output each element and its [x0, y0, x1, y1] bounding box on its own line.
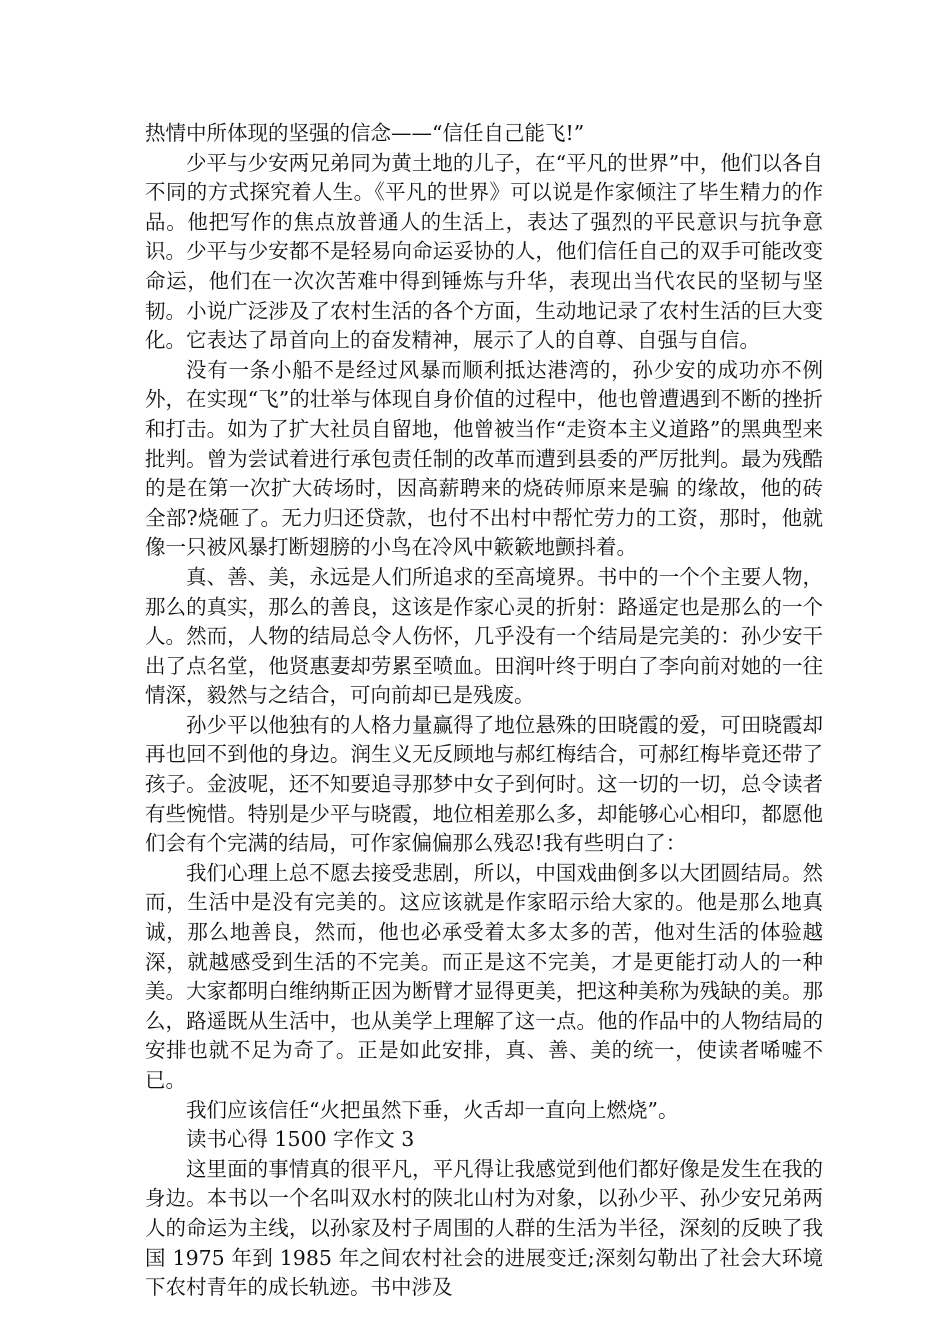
paragraph-5: 孙少平以他独有的人格力量赢得了地位悬殊的田晓霞的爱，可田晓霞却再也回不到他的身边。润生义无反顾地与郝红梅结合，可郝红梅毕竟还带了孩子。金波呢，还不知要追寻那梦中女子到何时。这一切的一切，总令读者有些惋惜。特别是少平与晓霞，地位相差那么多，却能够心心相印，都愿他们会有个完满的结局，可作家偏偏那么残忍!我有些明白了：: [145, 712, 823, 856]
paragraph-3: 没有一条小船不是经过风暴而顺利抵达港湾的，孙少安的成功亦不例外，在实现“飞”的壮举与体现自身价值的过程中，他也曾遭遇到不断的挫折和打击。如为了扩大社员自留地，他曾被当作“走资本主义道路”的黑典型来批判。曾为尝试着进行承包责任制的改革而遭到县委的严厉批判。最为残酷的是在第一次扩大砖场时，因高薪聘来的烧砖师原来是骗 的缘故，他的砖全部?烧砸了。无力归还贷款，也付不出村中帮忙劳力的工资，那时，他就像一只被风暴打断翅膀的小鸟在冷风中簌簌地颤抖着。: [145, 357, 823, 560]
paragraph-7: 我们应该信任“火把虽然下垂，火舌却一直向上燃烧”。: [186, 1097, 679, 1122]
document-body: [145, 119, 823, 1303]
paragraph-2: 少平与少安两兄弟同为黄土地的儿子，在“平凡的世界”中，他们以各自不同的方式探究着人生。《平凡的世界》可以说是作家倾注了毕生精力的作品。他把写作的焦点放普通人的生活上，表达了强烈的平民意识与抗争意识。少平与少安都不是轻易向命运妥协的人，他们信任自己的双手可能改变命运，他们在一次次苦难中得到锤炼与升华，表现出当代农民的坚韧与坚韧。小说广泛涉及了农村生活的各个方面，生动地记录了农村生活的巨大变化。它表达了昂首向上的奋发精神，展示了人的自尊、自强与自信。: [145, 150, 823, 353]
paragraph-8: 这里面的事情真的很平凡，平凡得让我感觉到他们都好像是发生在我的身边。本书以一个名叫双水村的陕北山村为对象，以孙少平、孙少安兄弟两人的命运为主线，以孙家及村子周围的人群的生活为半径，深刻的反映了我国 1975 年到 1985 年之间农村社会的进展变迁;深刻勾勒出了社会大环境下农村青年的成长轨迹。书中涉及: [145, 1156, 823, 1300]
paragraph-4: 真、善、美，永远是人们所追求的至高境界。书中的一个个主要人物，那么的真实，那么的善良，这该是作家心灵的折射：路遥定也是那么的一个人。然而，人物的结局总令人伤怀，几乎没有一个结局是完美的：孙少安干出了点名堂，他贤惠妻却劳累至喷血。田润叶终于明白了李向前对她的一往情深，毅然与之结合，可向前却已是残废。: [145, 564, 823, 708]
paragraph-6: 我们心理上总不愿去接受悲剧，所以，中国戏曲倒多以大团圆结局。然而，生活中是没有完美的。这应该就是作家昭示给大家的。他是那么地真诚，那么地善良，然而，他也必承受着太多太多的苦，他对生活的体验越深，就越感受到生活的不完美。而正是这不完美，才是更能打动人的一种美。大家都明白维纳斯正因为断臂才显得更美，把这种美称为残缺的美。那么，路遥既从生活中，也从美学上理解了这一点。他的作品中的人物结局的安排也就不足为奇了。正是如此安排，真、善、美的统一，使读者唏嘘不已。: [145, 860, 823, 1092]
section-heading: 读书心得 1500 字作文 3: [186, 1127, 415, 1152]
paragraph-1: 热情中所体现的坚强的信念——“信任自己能飞!”: [145, 121, 585, 145]
